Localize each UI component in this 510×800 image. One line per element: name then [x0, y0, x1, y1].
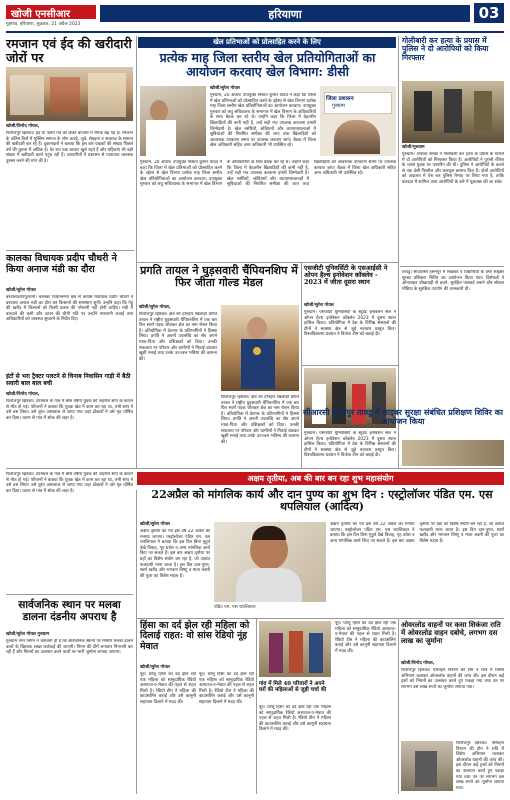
- story-headline: कालका विधायक प्रदीप चौधरी ने किया अनाज मंडी का दौरा: [6, 253, 117, 275]
- divider: [256, 618, 257, 794]
- page-number: 03: [474, 3, 504, 23]
- story-body: फिरोजपुर झिरका। ईद के पावन पर्व को लेकर बाजारों में रौनक बढ़ गई है। रमजान के अंतिम दिनों में मुस्लिम समाज के लोग कपड़े, जूते, सेवइयां व सजावट के सामान की खरीदारी कर रहे हैं। दुकानदारों ने बताया कि इस बार ग्राहकों की संख्या पिछले वर्ष की तुलना में अधिक है। देर रात तक बाजार खुले रहते हैं और महिलाएं भी बड़ी संख्या में खरीदारी करने पहुंच रही हैं। व्यापारियों ने प्रशासन से यातायात व्यवस्था दुरुस्त करने की मांग की है।: [6, 131, 133, 164]
- byline: खोजी/सुरेश गोयल: [140, 665, 170, 670]
- story-debris: [6, 472, 133, 794]
- byline: खोजी/गुरुग्राम: [402, 145, 425, 150]
- story-headline: प्रगति तायल ने घुड़सवारी चैंपियनशिप में फिर जीता गोल्ड मेडल: [140, 264, 298, 290]
- story-headline: गोलीबारी कर हत्या के प्रयास में पुलिस ने दो आरोपियों को किया गिरफ्तार: [402, 36, 489, 62]
- police-photo: [402, 81, 504, 143]
- band-title: अक्षय तृतीया, अब की बार बन रहा शुभ महासंयोग: [247, 474, 394, 483]
- issue-meta: गुड़गांव, हरियाणा, शुक्रवार, 21 अप्रैल 2023: [6, 22, 81, 27]
- meeting-photo: [140, 86, 206, 156]
- section-name: हरियाणा: [268, 8, 302, 21]
- story-body: नूंह। घरेलू हिंसा का दर्द झेल रही एक महिला को सामुदायिक रेडियो अल्फाज-ए-मेवात की पहल से राहत मिली है। रेडियो टीम ने महिला की काउंसलिंग कराई और उसे कानूनी सहायता दिलाने में मदद की।: [259, 705, 331, 733]
- story-ramzan: [6, 37, 133, 247]
- story-overload: [401, 621, 504, 793]
- story-cyber-text: [402, 270, 504, 404]
- akshaya-headline: 22अप्रैल को मांगलिक कार्य और दान पुण्य का शुभ दिन : एस्ट्रोलॉजर पंडित एम. एस थपलियाल (आदित्य): [151, 488, 493, 514]
- lead-story: [140, 86, 396, 260]
- cyber-photo: [402, 440, 504, 466]
- byline: खोजी/विनोद गोयल,: [401, 661, 435, 666]
- story-body-continued: अक्षय तृतीया का पर्व इस वर्ष 22 अप्रैल को मनाया जाएगा। एस्ट्रोलॉजर पंडित एम. एस थपलियाल ने बताया कि इस दिन बिना मुहूर्त देखे विवाह, गृह प्रवेश व अन्य मांगलिक कार्य किए जा सकते हैं। इस बार अक्षय तृतीया पर ग्रहों का विशेष संयोग बन रहा है, जो अत्यंत फलदायी माना जाता है। इस दिन दान-पुण्य, स्वर्ण खरीद और भगवान विष्णु व माता लक्ष्मी की पूजा का विशेष महत्व है।: [330, 522, 504, 544]
- story-headline: सार्वजनिक स्थान पर मलबा डालना दंडनीय अपराध है: [18, 599, 121, 623]
- byline: खोजी/सुरेश गोयल: [140, 522, 170, 527]
- divider: [400, 266, 504, 267]
- story-body: फिरोजपुर झिरका। उपमंडल के गांव में बीस वर्षीय युवक की जहरीले सांप के काटने से मौत हो गई। परिजनों ने बताया कि युवक खेत में काम कर रहा था, तभी सांप ने उसे डस लिया। उसे तुरंत अस्पताल ले जाया गया जहां डॉक्टरों ने उसे मृत घोषित कर दिया। घटना से गांव में शोक की लहर है।: [6, 399, 133, 421]
- story-body: तावडू। सीआरसी हसनपुर में शिक्षकों व विद्यार्थियों के लिए साइबर सुरक्षा प्रशिक्षण शिविर का आयोजन किया गया। विशेषज्ञों ने ऑनलाइन धोखाधड़ी से बचने, सुरक्षित पासवर्ड बनाने और सोशल मीडिया के सुरक्षित उपयोग की जानकारी दी।: [402, 270, 504, 292]
- sub-headline: गांव में मिले 40 परिवारों ने अपने घरों की महिलाओं से जुड़ी चर्चा की: [259, 681, 327, 694]
- divider: [302, 365, 398, 366]
- cyber-headline: सीआरसी हसनपुर तावडू में साइबर सुरक्षा संबंधित प्रशिक्षण शिविर का आयोजन किया: [303, 407, 503, 426]
- byline: खोजी/सुरेश गोयल गुरुग्राम: [6, 632, 50, 637]
- story-headline: रमजान एवं ईद की खरीदारी जोरों पर: [6, 36, 132, 65]
- story-headline: हिंसा का दर्द झेल रही महिला को दिलाई राहत: वो सांस रेडियो नूंह मेवात: [140, 620, 250, 652]
- band-title: खेल प्रतिभाओं को प्रोत्साहित करने के लिए: [213, 38, 321, 46]
- story-body-continued: गुरुग्राम। एसजीटी यूनिवर्सिटी के स्टूडेंट इनोवेशन सेल ने ओपन हैल्थ इनोवेशन कॉक्लेव 2023 में दूसरा स्थान हासिल किया। प्रतियोगिता में देश के विभिन्न संस्थानों की टीमों ने स्वास्थ्य क्षेत्र से जुड़े नवाचार प्रस्तुत किए। विश्वविद्यालय प्रबंधन ने विजेता टीम को बधाई दी।: [304, 431, 396, 459]
- banner-photo: [320, 86, 396, 156]
- story-body: गुरुग्राम, 20 अप्रैल। उपायुक्त निशांत कुमार यादव ने कहा कि जिला में खेल प्रतिभाओं को प्रोत्साहित करने के उद्देश्य से खेल विभाग प्रत्येक माह जिला स्तरीय खेल प्रतियोगिताओं का आयोजन करवाए। उपायुक्त गुरुवार को लघु सचिवालय के सभागार में खेल विभाग के अधिकारियों के साथ बैठक कर रहे थे। उन्होंने कहा कि जिला में बेहतरीन खिलाड़ियों की कमी नहीं है, उन्हें सही मंच उपलब्ध करवाना हमारी जिम्मेदारी है। खेल नर्सरियों, स्टेडियमों और व्यायामशालाओं में सुविधाओं की नियमित समीक्षा की जाए तथा खिलाड़ियों को आवश्यक उपकरण समय पर उपलब्ध करवाए जाएं। बैठक में जिला खेल अधिकारी सहित अन्य अधिकारी भी उपस्थित रहे।: [210, 93, 316, 149]
- sub-headline: इंटों से भरा ट्रैक्टर पलटने से चिनाब निवासिन गाड़ी में बैठी सवारी बाल बाल बची: [6, 373, 131, 387]
- banner-line-1: जिला प्रशासन: [326, 96, 354, 102]
- section-banner: [100, 5, 470, 22]
- byline: खोजी/सुरेश गोयल,: [139, 305, 171, 310]
- banner-line-2: गुरुग्राम: [332, 103, 345, 109]
- story-sgt: [304, 265, 396, 363]
- story-body: अक्षय तृतीया का पर्व इस वर्ष 22 अप्रैल को मनाया जाएगा। एस्ट्रोलॉजर पंडित एम. एस थपलियाल ने बताया कि इस दिन बिना मुहूर्त देखे विवाह, गृह प्रवेश व अन्य मांगलिक कार्य किए जा सकते हैं। इस बार अक्षय तृतीया पर ग्रहों का विशेष संयोग बन रहा है, जो अत्यंत फलदायी माना जाता है। इस दिन दान-पुण्य, स्वर्ण खरीद और भगवान विष्णु व माता लक्ष्मी की पूजा का विशेष महत्व है।: [140, 529, 210, 579]
- story-arrest: [402, 37, 504, 265]
- divider: [137, 262, 398, 263]
- byline: खोजी/विनोद गोयल,: [6, 392, 40, 397]
- story-headline: ओवरलोड वाहनों पर कसा शिकंजा राति में ओवरलोड वाहन दबोचे, लगभग दस लाख का जुर्माना: [401, 620, 501, 645]
- divider: [137, 618, 504, 619]
- brand-name: खोजी एनसीआर: [11, 9, 71, 20]
- divider: [6, 468, 504, 469]
- byline: खोजी/सुरेश गोयल: [304, 303, 334, 308]
- story-snake: [6, 392, 133, 466]
- brand-box: [6, 5, 96, 19]
- medal-photo: [221, 305, 299, 391]
- story-radio-right: [259, 621, 396, 793]
- byline: खोजी/विनोद गोयल,: [6, 124, 40, 129]
- story-gold-medal: [139, 265, 299, 465]
- divider: [398, 36, 399, 468]
- story-body: गुरुग्राम। एसजीटी यूनिवर्सिटी के स्टूडेंट इनोवेशन सेल ने ओपन हैल्थ इनोवेशन कॉक्लेव 2023 में दूसरा स्थान हासिल किया। प्रतियोगिता में देश के विभिन्न संस्थानों की टीमों ने स्वास्थ्य क्षेत्र से जुड़े नवाचार प्रस्तुत किए। विश्वविद्यालय प्रबंधन ने विजेता टीम को बधाई दी।: [304, 310, 396, 338]
- sports-band: [138, 37, 396, 48]
- story-body: गुरुग्राम। अपराध शाखा ने गोलीबारी कर हत्या के प्रयास के मामले में दो आरोपियों को गिरफ्तार किया है। आरोपियों ने पुरानी रंजिश के चलते युवक पर फायरिंग की थी। पुलिस ने आरोपियों के कब्जे से एक देसी पिस्तौल और कारतूस बरामद किए हैं। दोनों आरोपियों को अदालत में पेश कर पुलिस रिमांड पर लिया गया है, ताकि वारदात में शामिल अन्य आरोपियों के बारे में पूछताछ की जा सके।: [402, 152, 504, 185]
- story-body: गुरुग्राम नगर निगम ने चेतावनी दी है कि सार्वजनिक स्थानों पर निर्माण मलबा डालने वालों के खिलाफ सख्त कार्रवाई की जाएगी। निगम की टीमें लगातार निगरानी कर रही हैं और नियमों का उल्लंघन करने वालों पर भारी जुर्माना लगाया जाएगा।: [6, 639, 133, 656]
- story-body: फिरोजपुर झिरका। क्षेत्र की होनहार खिलाड़ी प्रगति तायल ने राष्ट्रीय घुड़सवारी चैंपियनशिप में एक बार फिर स्वर्ण पदक जीतकर क्षेत्र का नाम रोशन किया है। प्रतियोगिता में देशभर के प्रतिभागियों ने हिस्सा लिया। प्रगति ने अपनी उपलब्धि का श्रेय अपने माता-पिता और प्रशिक्षकों को दिया। उनकी सफलता पर परिवार और ग्रामीणों ने मिठाई बांटकर खुशी मनाई तथा उनके उज्ज्वल भविष्य की कामना की।: [139, 312, 217, 362]
- divider: [6, 250, 134, 251]
- truck-photo: [401, 741, 453, 791]
- masthead: [0, 0, 510, 38]
- radio-photo: [259, 621, 331, 677]
- masthead-rule: [6, 31, 504, 33]
- story-body-continued: फिरोजपुर झिरका। परिवहन विभाग की टीम ने रात्रि में विशेष अभियान चलाकर ओवरलोड वाहनों की जांच की। इस दौरान कई ट्रकों को नियमों का उल्लंघन करते हुए पकड़ा गया तथा उन पर लगभग दस लाख रुपये का जुर्माना लगाया गया।: [456, 741, 504, 791]
- story-body: नूंह। घरेलू हिंसा का दर्द झेल रही एक महिला को सामुदायिक रेडियो अल्फाज-ए-मेवात की पहल से राहत मिली है। रेडियो टीम ने महिला की काउंसलिंग कराई और उसे कानूनी सहायता दिलाने में मदद की।: [140, 672, 196, 705]
- lead-headline: प्रत्येक माह जिला स्तरीय खेल प्रतियोगिताओं का आयोजन करवाए खेल विभाग: डीसी: [159, 50, 376, 79]
- byline: खोजी/सुरेश गोयल: [210, 86, 240, 91]
- story-body: बरवाला/रायपुररानी। कालका विधानसभा क्षेत्र से कांग्रेस विधायक प्रदीप चौधरी ने बरवाला अनाज मंडी का दौरा कर किसानों की समस्याएं सुनीं। उन्होंने कहा कि गेहूं की खरीद में किसानों को किसी प्रकार की परेशानी नहीं होनी चाहिए। मंडी में बारदाने की कमी और उठान की धीमी गति पर उन्होंने नाराजगी जताई तथा अधिकारियों को व्यवस्था सुधारने के निर्देश दिए।: [6, 295, 133, 323]
- story-kalka: [6, 254, 133, 389]
- divider: [6, 594, 133, 595]
- story-body: फिरोजपुर झिरका। परिवहन विभाग की टीम ने रात्रि में विशेष अभियान चलाकर ओवरलोड वाहनों की जांच की। इस दौरान कई ट्रकों को नियमों का उल्लंघन करते हुए पकड़ा गया तथा उन पर लगभग दस लाख रुपये का जुर्माना लगाया गया।: [401, 668, 504, 690]
- story-body-continued: फिरोजपुर झिरका। क्षेत्र की होनहार खिलाड़ी प्रगति तायल ने राष्ट्रीय घुड़सवारी चैंपियनशिप में एक बार फिर स्वर्ण पदक जीतकर क्षेत्र का नाम रोशन किया है। प्रतियोगिता में देशभर के प्रतिभागियों ने हिस्सा लिया। प्रगति ने अपनी उपलब्धि का श्रेय अपने माता-पिता और प्रशिक्षकों को दिया। उनकी सफलता पर परिवार और ग्रामीणों ने मिठाई बांटकर खुशी मनाई तथा उनके उज्ज्वल भविष्य की कामना की।: [221, 395, 299, 445]
- photo-caption: पंडित एम. एस थपलियाल: [214, 605, 256, 610]
- divider: [136, 490, 137, 794]
- story-headline: एसजीटी यूनिवर्सिटी के एसआईसी ने ओपन हैल्थ इनोवेशन कॉक्लेव - 2023 में जीता दूसरा स्थान: [304, 264, 388, 287]
- story-akshaya: [140, 522, 504, 616]
- divider: [136, 36, 137, 468]
- byline: खोजी/सुरेश गोयल: [6, 288, 36, 293]
- story-body-continued: फिरोजपुर झिरका। उपमंडल के गांव में बीस वर्षीय युवक की जहरीले सांप के काटने से मौत हो गई। परिजनों ने बताया कि युवक खेत में काम कर रहा था, तभी सांप ने उसे डस लिया। उसे तुरंत अस्पताल ले जाया गया जहां डॉक्टरों ने उसे मृत घोषित कर दिया। घटना से गांव में शोक की लहर है।: [6, 472, 133, 494]
- story-body-continued: नूंह। घरेलू हिंसा का दर्द झेल रही एक महिला को सामुदायिक रेडियो अल्फाज-ए-मेवात की पहल से राहत मिली है। रेडियो टीम ने महिला की काउंसलिंग कराई और उसे कानूनी सहायता दिलाने में मदद की।: [335, 621, 396, 654]
- market-photo: [6, 67, 133, 121]
- pandit-photo: [214, 522, 326, 602]
- story-body-continued: गुरुग्राम, 20 अप्रैल। उपायुक्त निशांत कुमार यादव ने कहा कि जिला में खेल प्रतिभाओं को प्रोत्साहित करने के उद्देश्य से खेल विभाग प्रत्येक माह जिला स्तरीय खेल प्रतियोगिताओं का आयोजन करवाए। उपायुक्त गुरुवार को लघु सचिवालय के सभागार में खेल विभाग के अधिकारियों के साथ बैठक कर रहे थे। उन्होंने कहा कि जिला में बेहतरीन खिलाड़ियों की कमी नहीं है, उन्हें सही मंच उपलब्ध करवाना हमारी जिम्मेदारी है। खेल नर्सरियों, स्टेडियमों और व्यायामशालाओं में सुविधाओं की नियमित समीक्षा की जाए तथा खिलाड़ियों को आवश्यक उपकरण समय पर उपलब्ध करवाए जाएं। बैठक में जिला खेल अधिकारी सहित अन्य अधिकारी भी उपस्थित रहे।: [140, 160, 396, 188]
- story-radio: [140, 621, 254, 793]
- akshaya-band: [137, 472, 504, 485]
- divider: [398, 618, 399, 794]
- story-body-continued: नूंह। घरेलू हिंसा का दर्द झेल रही एक महिला को सामुदायिक रेडियो अल्फाज-ए-मेवात की पहल से राहत मिली है। रेडियो टीम ने महिला की काउंसलिंग कराई और उसे कानूनी सहायता दिलाने में मदद की।: [199, 672, 254, 705]
